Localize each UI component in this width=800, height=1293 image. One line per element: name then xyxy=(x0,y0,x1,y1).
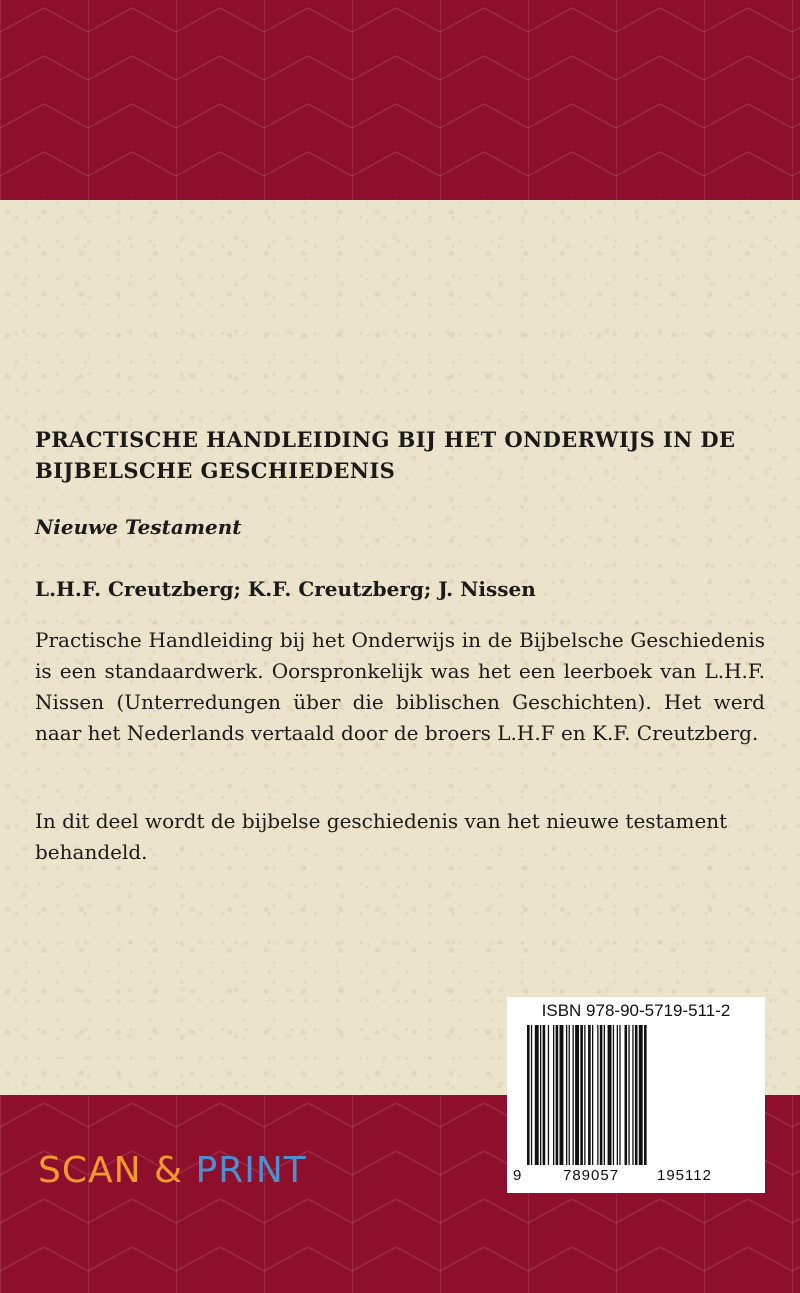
barcode-bar xyxy=(600,1025,603,1165)
barcode-bar xyxy=(535,1025,539,1165)
book-authors: L.H.F. Creutzberg; K.F. Creutzberg; J. Nissen xyxy=(35,577,536,601)
isbn-label: ISBN 978-90-5719-511-2 xyxy=(541,1001,731,1020)
isbn-barcode xyxy=(507,997,765,1193)
barcode-bar xyxy=(597,1025,598,1165)
barcode-digits-right: 195112 xyxy=(657,1167,712,1184)
logo-scan-text: SCAN xyxy=(38,1150,142,1191)
barcode-bar xyxy=(543,1025,546,1165)
barcode-bar xyxy=(560,1025,564,1165)
barcode-bar xyxy=(613,1025,614,1165)
barcode-bar xyxy=(556,1025,559,1165)
chevron-pattern-top xyxy=(0,0,800,200)
description-paragraph-1 xyxy=(35,625,765,749)
barcode-bar xyxy=(575,1025,579,1165)
description-text-2: In dit deel wordt de bijbelse geschiedenis van het nieuwe testament behandeld. xyxy=(35,809,728,864)
barcode-bar xyxy=(608,1025,612,1165)
barcode-bar xyxy=(635,1025,638,1165)
book-title: PRACTISCHE HANDLEIDING BIJ HET ONDERWIJS IN DE BIJBELSCHE GESCHIEDENIS xyxy=(35,427,736,483)
barcode-bar xyxy=(632,1025,633,1165)
barcode-bar xyxy=(573,1025,574,1165)
barcode-bar xyxy=(566,1025,567,1165)
barcode-digit-first: 9 xyxy=(513,1167,523,1184)
barcode-bar xyxy=(569,1025,570,1165)
barcode-bar xyxy=(540,1025,541,1165)
book-subtitle: Nieuwe Testament xyxy=(35,515,242,539)
barcode-bar xyxy=(592,1025,593,1165)
barcode-bar xyxy=(617,1025,618,1165)
logo-print-text: PRINT xyxy=(195,1150,307,1191)
logo-ampersand: & xyxy=(154,1150,184,1191)
barcode-bar xyxy=(644,1025,647,1165)
barcode-bars xyxy=(527,1025,745,1165)
barcode-bar xyxy=(604,1025,605,1165)
barcode-bar xyxy=(619,1025,620,1165)
barcode-bar xyxy=(548,1025,549,1165)
barcode-bar xyxy=(639,1025,643,1165)
barcode-bar xyxy=(553,1025,554,1165)
barcode-bar xyxy=(580,1025,583,1165)
description-paragraph-2 xyxy=(35,806,765,868)
barcode-bar xyxy=(628,1025,629,1165)
barcode-bar xyxy=(588,1025,591,1165)
barcode-bar xyxy=(584,1025,585,1165)
publisher-logo xyxy=(38,1150,307,1191)
barcode-digits-left: 789057 xyxy=(563,1167,620,1184)
top-decorative-band xyxy=(0,0,800,200)
description-text-1: Practische Handleiding bij het Onderwijs in de Bijbelsche Geschiedenis is een standaardwerk. Oorspronkelijk was het een leerboek van L.H.F. Nissen (Unterredungen über die biblischen Geschichten). Het werd naar het Nederlands vertaald door de broers L.H.F en K.F. Creutzberg. xyxy=(35,628,765,745)
barcode-bar xyxy=(527,1025,530,1165)
barcode-bar xyxy=(531,1025,532,1165)
barcode-bar xyxy=(625,1025,628,1165)
